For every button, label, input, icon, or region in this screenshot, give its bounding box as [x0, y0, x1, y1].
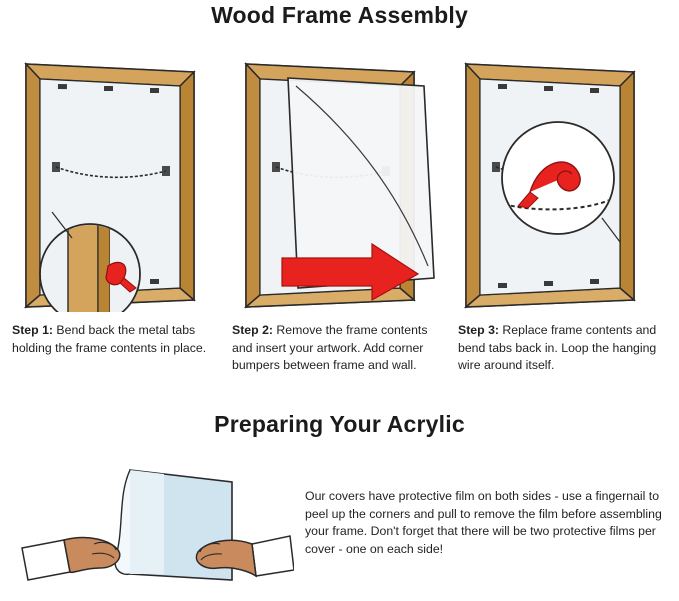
hands-peeling-protective-film-icon [14, 452, 294, 592]
step-captions [0, 322, 679, 392]
step-2-text: Remove the frame contents and insert your artwork. Add corner bumpers between frame and wall. [232, 323, 428, 372]
wood-frame-back-with-tab-closeup-icon [12, 52, 227, 312]
step-illustrations [0, 52, 679, 312]
acrylic-section [0, 452, 679, 592]
step-1-illustration [12, 52, 227, 312]
step-3-illustration [452, 52, 667, 312]
step-2-caption [232, 322, 437, 375]
step-3-caption [458, 322, 670, 375]
step-1-caption [12, 322, 217, 357]
page-title-wood-frame-assembly: Wood Frame Assembly [211, 2, 468, 28]
step-2-illustration [232, 52, 447, 312]
wood-frame-with-wire-loop-closeup-icon [452, 52, 667, 312]
step-3-label: Step 3: [458, 323, 499, 337]
step-1-label: Step 1: [12, 323, 53, 337]
page-title-preparing-your-acrylic: Preparing Your Acrylic [214, 411, 465, 437]
step-2-label: Step 2: [232, 323, 273, 337]
step-1-text: Bend back the metal tabs holding the frame contents in place. [12, 323, 207, 355]
acrylic-illustration [14, 452, 294, 592]
step-3-text: Replace frame contents and bend tabs back in. Loop the hanging wire around itself. [458, 323, 657, 372]
acrylic-instructions-text: Our covers have protective film on both sides - use a fingernail to peel up the corners and pull to remove the film before assembling your frame. Don't forget that there will be two protective films per cover - one on each side! [305, 489, 662, 556]
wood-frame-with-backing-sliding-out-red-arrow-icon [232, 52, 447, 312]
